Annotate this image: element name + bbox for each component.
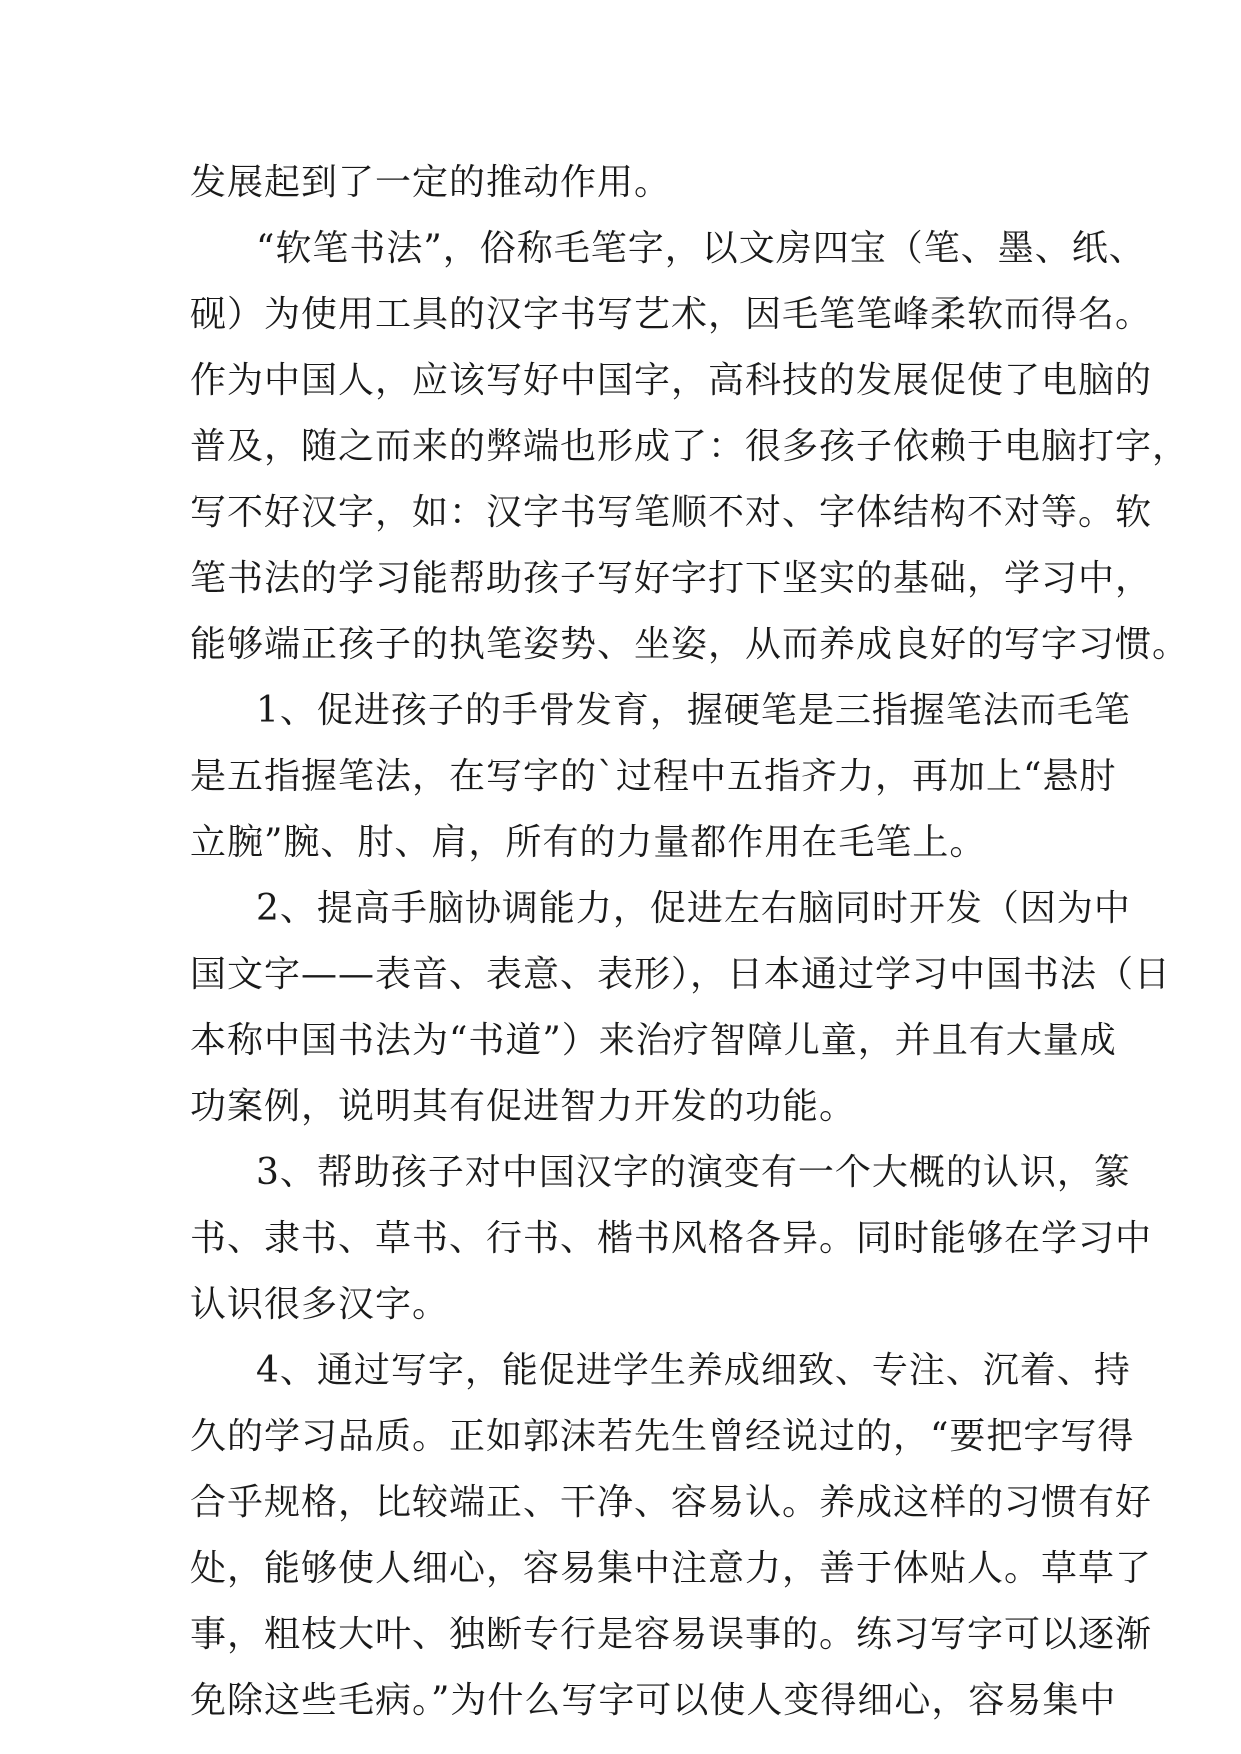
text-line: 是五指握笔法，在写字的`过程中五指齐力，再加上“悬肘 — [190, 756, 1117, 797]
body-text — [190, 158, 1190, 1742]
text-line: 作为中国人，应该写好中国字，高科技的发展促使了电脑的 — [190, 360, 1153, 401]
text-line: 处，能够使人细心，容易集中注意力，善于体贴人。草草了 — [190, 1548, 1153, 1589]
text-line: 发展起到了一定的推动作用。 — [190, 162, 672, 203]
text-line: 功案例，说明其有促进智力开发的功能。 — [190, 1086, 857, 1127]
text-line: 砚）为使用工具的汉字书写艺术，因毛笔笔峰柔软而得名。 — [190, 294, 1153, 335]
text-line: 1、促进孩子的手骨发育，握硬笔是三指握笔法而毛笔 — [256, 690, 1131, 731]
text-line: “软笔书法”，俗称毛笔字，以文房四宝（笔、墨、纸、 — [256, 228, 1146, 269]
text-line: 写不好汉字，如：汉字书写笔顺不对、字体结构不对等。软 — [190, 492, 1153, 533]
text-line: 事，粗枝大叶、独断专行是容易误事的。练习写字可以逐渐 — [190, 1614, 1153, 1655]
text-line: 本称中国书法为“书道”）来治疗智障儿童，并且有大量成 — [190, 1020, 1117, 1061]
text-line: 免除这些毛病。”为什么写字可以使人变得细心，容易集中 — [190, 1680, 1117, 1721]
text-line: 能够端正孩子的执笔姿势、坐姿，从而养成良好的写字习惯。 — [190, 624, 1190, 665]
text-line: 4、通过写字，能促进学生养成细致、专注、沉着、持 — [256, 1350, 1131, 1391]
text-line: 认识很多汉字。 — [190, 1284, 450, 1325]
text-line: 笔书法的学习能帮助孩子写好字打下坚实的基础，学习中， — [190, 558, 1153, 599]
text-line: 久的学习品质。正如郭沫若先生曾经说过的，“要把字写得 — [190, 1416, 1135, 1457]
text-line: 普及，随之而来的弊端也形成了：很多孩子依赖于电脑打字， — [190, 426, 1190, 467]
text-line: 书、隶书、草书、行书、楷书风格各异。同时能够在学习中 — [190, 1218, 1153, 1259]
text-line: 国文字——表音、表意、表形），日本通过学习中国书法（日 — [190, 954, 1172, 995]
text-line: 3、帮助孩子对中国汉字的演变有一个大概的认识，篆 — [256, 1152, 1131, 1193]
text-line: 合乎规格，比较端正、干净、容易认。养成这样的习惯有好 — [190, 1482, 1153, 1523]
text-line: 立腕”腕、肘、肩，所有的力量都作用在毛笔上。 — [190, 822, 987, 863]
text-line: 2、提高手脑协调能力，促进左右脑同时开发（因为中 — [256, 888, 1131, 929]
